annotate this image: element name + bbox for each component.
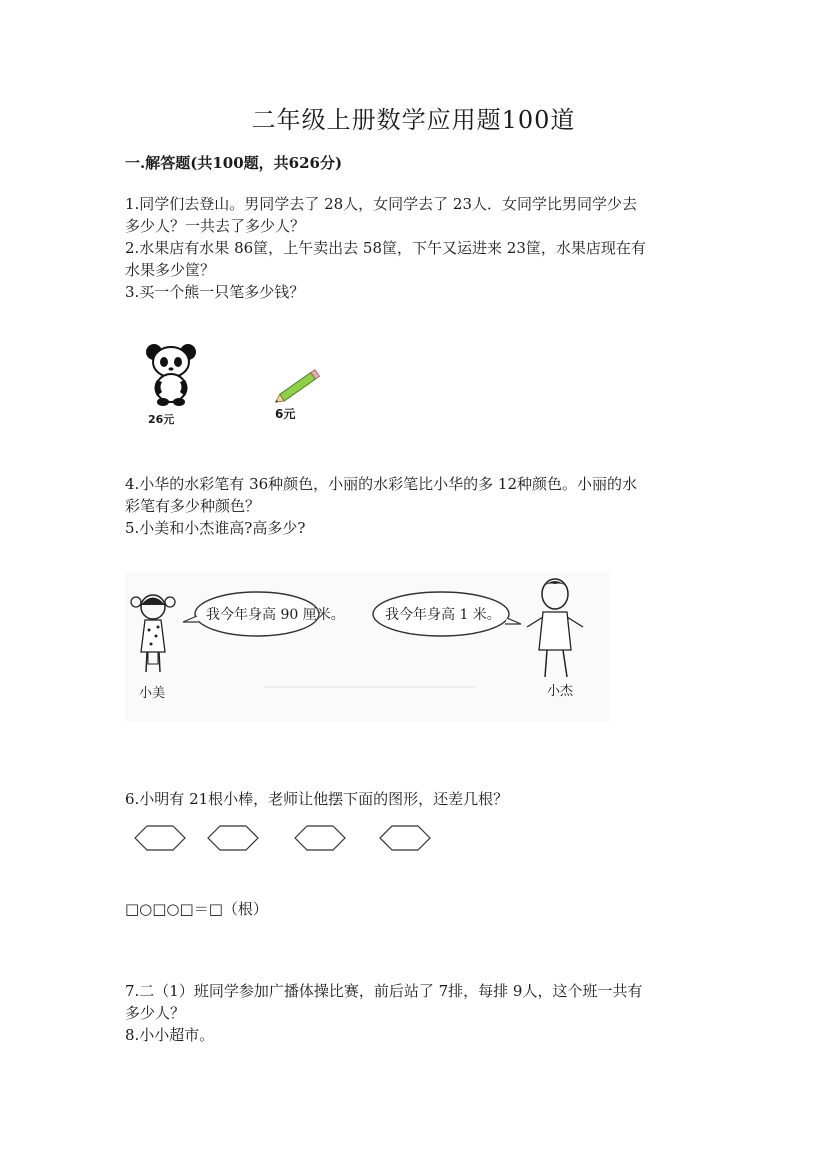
question-5: 5.小美和小杰谁高?高多少?: [125, 519, 306, 537]
question-7-line-1: 7.二（1）班同学参加广播体操比赛，前后站了 7排，每排 9人，这个班一共有: [125, 982, 643, 1000]
pencil-price: 6元: [275, 407, 296, 421]
question-3: 3.买一个熊一只笔多少钱？: [125, 283, 305, 301]
question-6-formula: □○□○□＝□（根）: [125, 900, 268, 918]
question-1-line-2: 多少人？一共去了多少人？: [125, 217, 306, 235]
hexagon-1: [135, 826, 185, 850]
question-8: 8.小小超市。: [125, 1026, 215, 1044]
question-2-line-2: 水果多少筐？: [125, 261, 216, 279]
hexagon-3: [295, 826, 345, 850]
panda-price: 26元: [148, 413, 175, 426]
q5-figure: [125, 572, 610, 722]
hexagon-4: [380, 826, 430, 850]
q5-illustration: [125, 572, 610, 722]
page-title: 二年级上册数学应用题100道: [251, 106, 576, 134]
section-heading: 一.解答题(共100题，共626分): [125, 154, 343, 172]
question-4-line-1: 4.小华的水彩笔有 36种颜色，小丽的水彩笔比小华的多 12种颜色。小丽的水: [125, 475, 638, 493]
hexagon-2: [208, 826, 258, 850]
boy-speech: 我今年身高 1 米。: [385, 607, 501, 623]
question-7-line-2: 多少人？: [125, 1004, 186, 1022]
question-6: 6.小明有 21根小棒，老师让他摆下面的图形，还差几根？: [125, 790, 509, 808]
boy-name: 小杰: [547, 684, 574, 699]
question-2-line-1: 2.水果店有水果 86筐，上午卖出去 58筐，下午又运进来 23筐，水果店现在有: [125, 239, 646, 257]
question-4-line-2: 彩笔有多少种颜色？: [125, 497, 261, 515]
girl-figure-icon: [131, 595, 175, 672]
question-1-line-1: 1.同学们去登山。男同学去了 28人，女同学去了 23人．女同学比男同学少去: [125, 195, 638, 213]
girl-speech: 我今年身高 90 厘米。: [206, 607, 345, 623]
q3-figure: [130, 335, 350, 430]
boy-figure-icon: [527, 579, 583, 677]
pencil-icon: [270, 360, 330, 410]
girl-name: 小美: [139, 686, 166, 701]
panda-icon: [140, 340, 210, 410]
q6-hexagons: [130, 822, 440, 854]
